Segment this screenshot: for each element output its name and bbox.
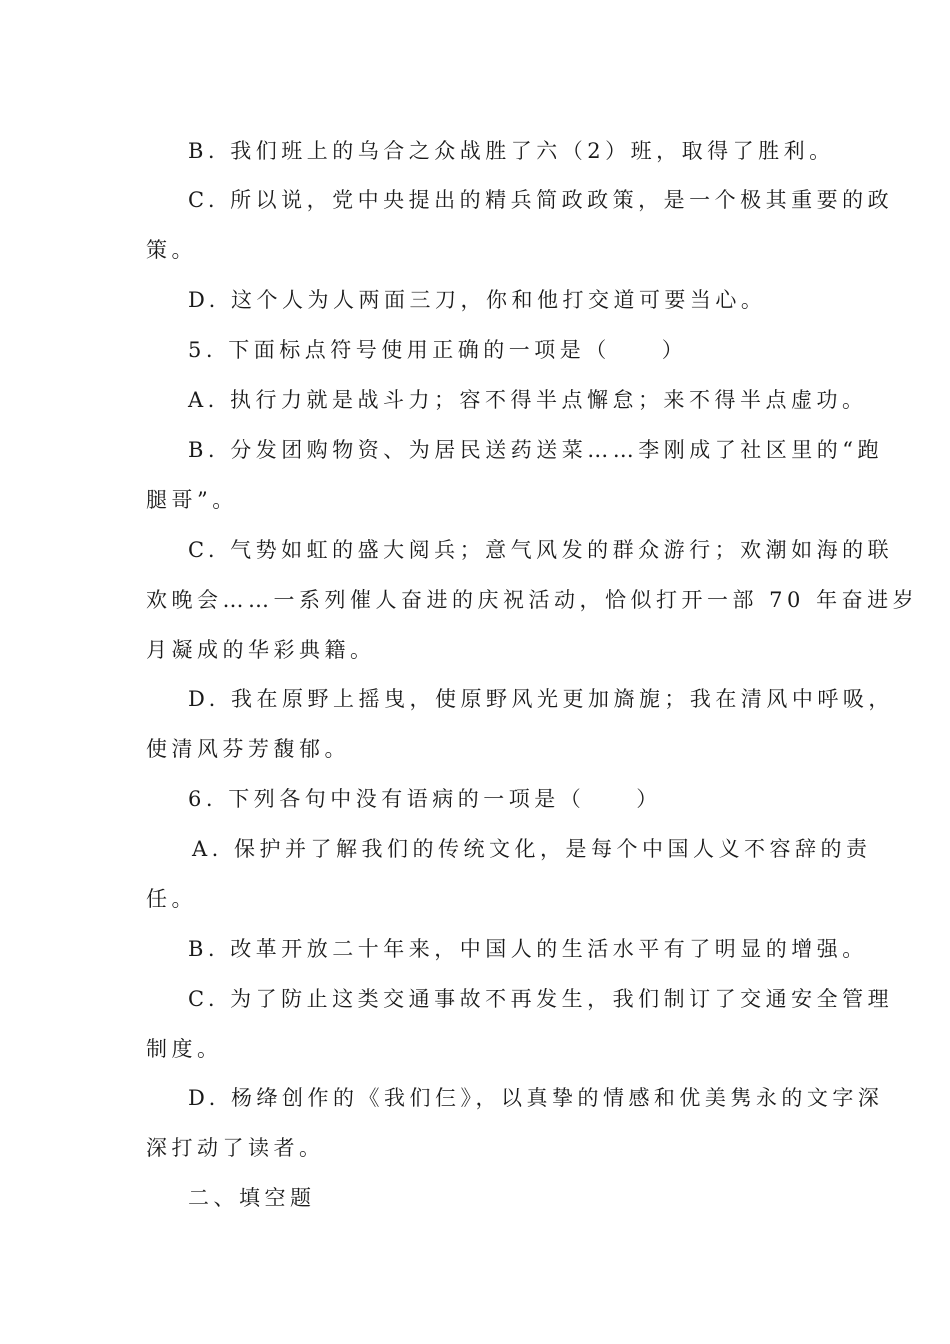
- q5-option-c-line3: 月凝成的华彩典籍。: [146, 638, 376, 662]
- q6-option-d-line1: D. 杨绛创作的《我们仨》，以真挚的情感和优美隽永的文字深: [188, 1086, 884, 1110]
- q5-option-a: A. 执行力就是战斗力；容不得半点懈怠；来不得半点虚功。: [188, 388, 868, 412]
- q5-option-c-line2: 欢晚会……一系列催人奋进的庆祝活动，恰似打开一部 70 年奋进岁: [146, 588, 919, 612]
- q5-option-d-line2: 使清风芬芳馥郁。: [146, 737, 350, 761]
- q6-option-a-line2: 任。: [146, 887, 197, 911]
- q5-option-c-line1: C. 气势如虹的盛大阅兵；意气风发的群众游行；欢潮如海的联: [188, 538, 894, 562]
- q5-option-b-line1: B. 分发团购物资、为居民送药送菜……李刚成了社区里的“跑: [188, 438, 884, 462]
- section-heading-fill-in-blank: 二、填空题: [188, 1186, 316, 1210]
- q6-option-c-line1: C. 为了防止这类交通事故不再发生，我们制订了交通安全管理: [188, 987, 894, 1011]
- q6-option-a-line1: A. 保护并了解我们的传统文化，是每个中国人义不容辞的责: [192, 837, 872, 861]
- q4-option-d: D. 这个人为人两面三刀，你和他打交道可要当心。: [188, 288, 767, 312]
- q5-option-d-line1: D. 我在原野上摇曳，使原野风光更加旖旎；我在清风中呼吸，: [188, 687, 894, 711]
- q4-option-b: B. 我们班上的乌合之众战胜了六（2）班，取得了胜利。: [188, 139, 835, 163]
- q5-option-b-line2: 腿哥”。: [146, 488, 238, 512]
- q4-option-c-line1: C. 所以说，党中央提出的精兵简政政策，是一个极其重要的政: [188, 188, 894, 212]
- q6-stem: 6. 下列各句中没有语病的一项是（ ）: [188, 787, 662, 811]
- q6-option-d-line2: 深打动了读者。: [146, 1136, 325, 1160]
- q5-stem: 5. 下面标点符号使用正确的一项是（ ）: [188, 338, 688, 362]
- q6-option-c-line2: 制度。: [146, 1037, 223, 1061]
- q4-option-c-line2: 策。: [146, 238, 197, 262]
- q6-option-b: B. 改革开放二十年来，中国人的生活水平有了明显的增强。: [188, 937, 868, 961]
